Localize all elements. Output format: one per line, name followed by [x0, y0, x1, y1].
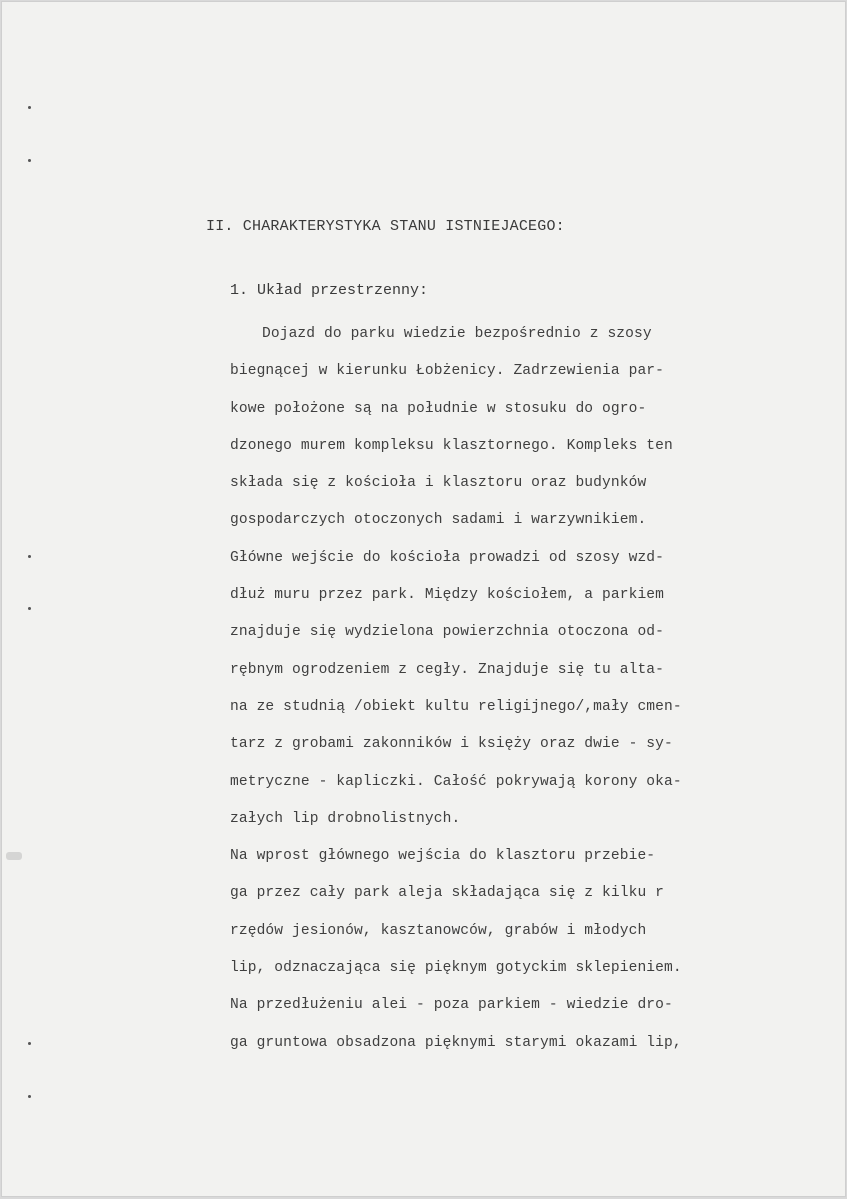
text-line: kowe położone są na południe w stosuku do ogro- [230, 400, 647, 417]
body-text [230, 320, 760, 1066]
text-line: ga przez cały park aleja składająca się z kilku r [230, 885, 665, 902]
margin-dot [28, 607, 31, 610]
text-line: rębnym ogrodzeniem z cegły. Znajduje się tu alta- [230, 661, 665, 678]
margin-dot [28, 106, 31, 109]
text-line: Na wprost głównego wejścia do klasztoru przebie- [230, 848, 656, 865]
margin-dot [28, 555, 31, 558]
text-line: znajduje się wydzielona powierzchnia otoczona od- [230, 624, 665, 641]
text-line: na ze studnią /obiekt kultu religijnego/,mały cmen- [230, 698, 682, 715]
text-line: rzędów jesionów, kasztanowców, grabów i młodych [230, 922, 647, 939]
text-line: dłuż muru przez park. Między kościołem, a parkiem [230, 587, 665, 604]
document-page [1, 1, 846, 1197]
text-line: Na przedłużeniu alei - poza parkiem - wiedzie dro- [230, 997, 673, 1014]
text-line: ga gruntowa obsadzona pięknymi starymi okazami lip, [230, 1034, 682, 1051]
text-line: tarz z grobami zakonników i księży oraz dwie - sy- [230, 736, 673, 753]
text-line: biegnącej w kierunku Łobżenicy. Zadrzewienia par- [230, 363, 665, 380]
margin-dot [28, 159, 31, 162]
text-line: Dojazd do parku wiedzie bezpośrednio z szosy [262, 326, 652, 342]
text-line: Główne wejście do kościoła prowadzi od szosy wzd- [230, 549, 665, 566]
text-line: składa się z kościoła i klasztoru oraz budynków [230, 475, 647, 492]
margin-dot [28, 1042, 31, 1045]
text-line: dzonego murem kompleksu klasztornego. Kompleks ten [230, 437, 673, 454]
margin-dot [28, 1095, 31, 1098]
text-line: załych lip drobnolistnych. [230, 810, 461, 827]
text-line: gospodarczych otoczonych sadami i warzywnikiem. [230, 512, 647, 529]
text-line: lip, odznaczająca się pięknym gotyckim sklepieniem. [230, 960, 682, 977]
text-line: metryczne - kapliczki. Całość pokrywają korony oka- [230, 773, 682, 790]
subsection-heading: 1. Układ przestrzenny: [230, 282, 429, 299]
scan-smudge [6, 852, 22, 860]
section-heading: II. CHARAKTERYSTYKA STANU ISTNIEJACEGO: [206, 218, 565, 235]
